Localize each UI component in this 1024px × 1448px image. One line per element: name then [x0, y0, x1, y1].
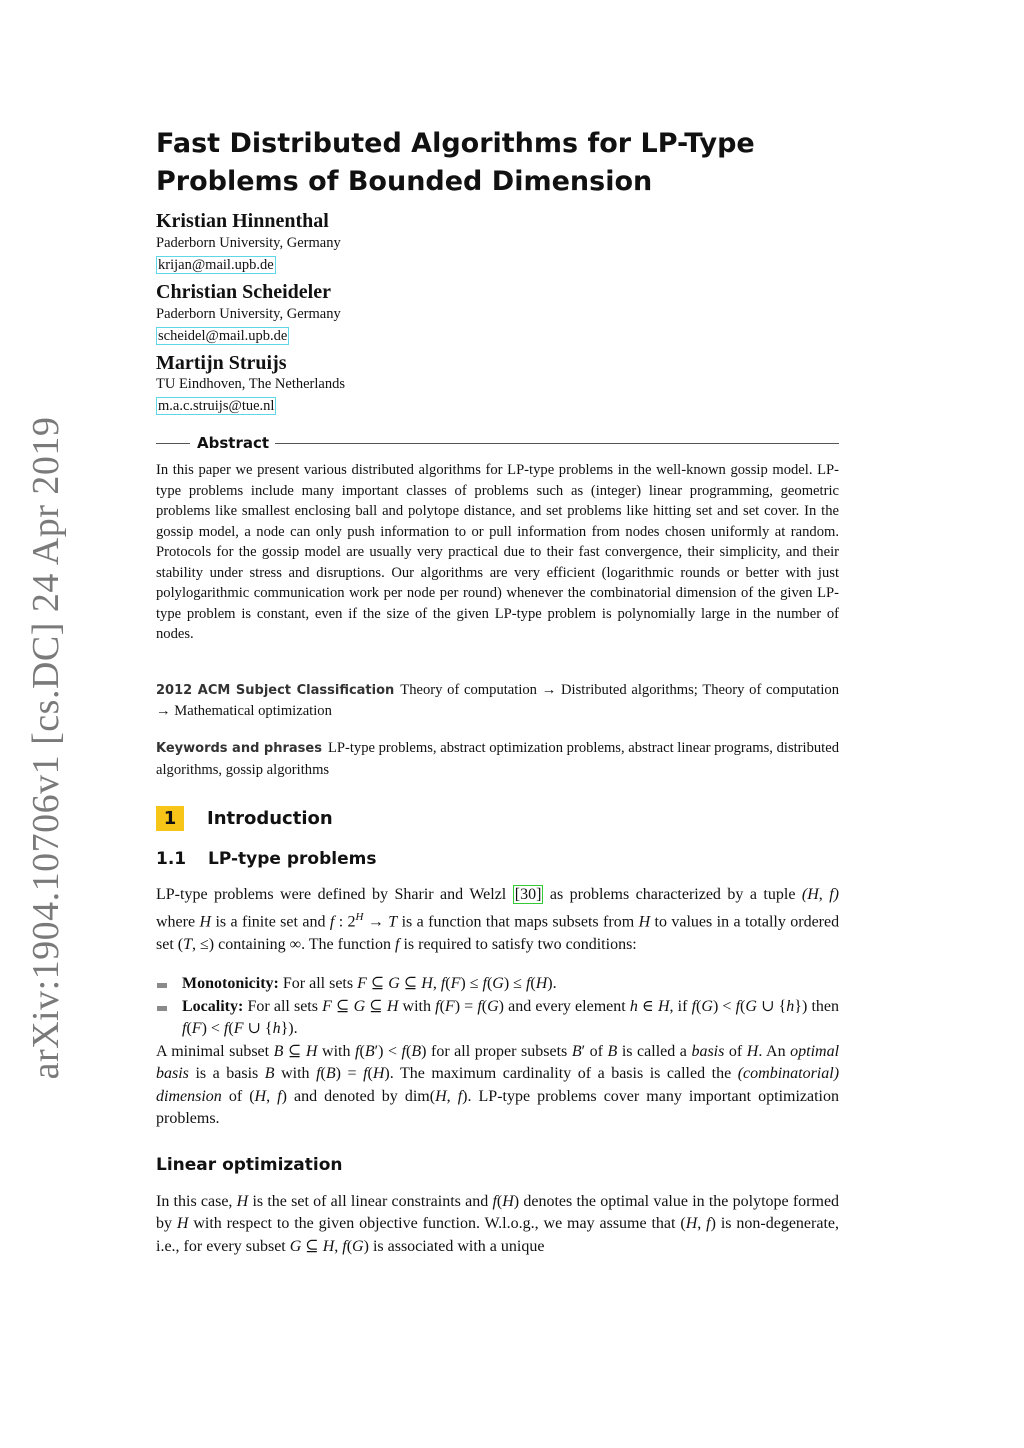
author-email-link[interactable]: krijan@mail.upb.de — [158, 257, 274, 273]
citation-link[interactable]: [30] — [514, 886, 542, 903]
subsection-number: 1.1 — [156, 849, 187, 869]
list-item: Locality: For all sets F ⊆ G ⊆ H with f(F) = f(G) and every element h ∈ H, if f(G) < f(G ∪ {h}) then f(F) < f(F ∪ {h}). — [182, 998, 839, 1038]
bullet-marker — [157, 1006, 167, 1011]
keywords-text: LP-type problems, abstract optimization problems, abstract linear programs, distributed algorithms, gossip algorithms — [156, 740, 840, 778]
author-name: Christian Scheideler — [156, 281, 331, 303]
title-line-1: Fast Distributed Algorithms for LP-Type — [156, 128, 755, 159]
author-affiliation: TU Eindhoven, The Netherlands — [156, 376, 345, 392]
author-name: Martijn Struijs — [156, 352, 287, 374]
author-email-link[interactable]: scheidel@mail.upb.de — [158, 328, 288, 344]
abstract-rule-left — [156, 443, 190, 444]
bullet-marker — [157, 983, 167, 988]
body-paragraph: In this case, H is the set of all linear constraints and f(H) denotes the optimal value in the polytope formed by H with respect to the given objective function. W.l.o.g., we may assume that (H, f) is non-degenerate, i.e., for every subset G ⊆ H, f(G) is associated with a unique — [156, 1193, 840, 1255]
subsection-title: LP-type problems — [208, 849, 377, 869]
abstract-text: In this paper we present various distributed algorithms for LP-type problems in the well-known gossip model. LP-type problems include many important classes of problems such as (integer) linear programming, geometric problems like smallest enclosing ball and polytope distance, and set problems like hitting set and set cover. In the gossip model, a node can only push information to or pull information from nodes chosen uniformly at random. Protocols for the gossip model are usually very practical due to their fast convergence, their simplicity, and their stability under stress and disruptions. Our algorithms are very efficient (logarithmic rounds or better with just polylogarithmic communication work per node per round) whenever the combinatorial dimension of the given LP-type problem is constant, even if the size of the given LP-type problem is polynomially large in the number of nodes. — [156, 462, 839, 642]
section-title: Introduction — [207, 808, 333, 829]
abstract-heading: Abstract — [197, 434, 270, 452]
author-email-link[interactable]: m.a.c.struijs@tue.nl — [158, 398, 275, 414]
title-line-2: Problems of Bounded Dimension — [156, 166, 653, 197]
keywords-label: Keywords and phrases — [156, 741, 322, 756]
section-number: 1 — [163, 808, 177, 829]
keywords — [156, 738, 839, 781]
body-paragraph: LP-type problems were defined by Sharir and Welzl [30] as problems characterized by a tuple (H, f) where H is a finite set and f : $2^H \to T$ is a function that maps subsets from H to values in a totally ordered set (T, ≤) containing ∞. The function f is required to satisfy two conditions: — [156, 886, 840, 953]
author-name: Kristian Hinnenthal — [156, 210, 329, 232]
abstract-rule-right — [275, 443, 839, 444]
acm-classification — [156, 680, 839, 722]
author-affiliation: Paderborn University, Germany — [156, 235, 341, 251]
author-affiliation: Paderborn University, Germany — [156, 306, 341, 322]
arxiv-watermark: arXiv:1904.10706v1 [cs.DC] 24 Apr 2019 — [25, 416, 67, 1080]
acm-text: Theory of computation → Distributed algorithms; Theory of computation → Mathematical optimization — [156, 682, 839, 719]
paragraph-heading: Linear optimization — [156, 1155, 343, 1175]
acm-label: 2012 ACM Subject Classification — [156, 683, 395, 698]
body-paragraph: A minimal subset B ⊆ H with f(B′) < f(B) for all proper subsets B′ of B is called a basis of H. An optimal basis is a basis B with f(B) = f(H). The maximum cardinality of a basis is called the (combinatorial) dimension of (H, f) and denoted by dim(H, f). LP-type problems cover many important optimization problems. — [156, 1043, 840, 1127]
list-item: Monotonicity: For all sets F ⊆ G ⊆ H, f(F) ≤ f(G) ≤ f(H). — [182, 975, 557, 992]
paper-title — [156, 125, 856, 201]
